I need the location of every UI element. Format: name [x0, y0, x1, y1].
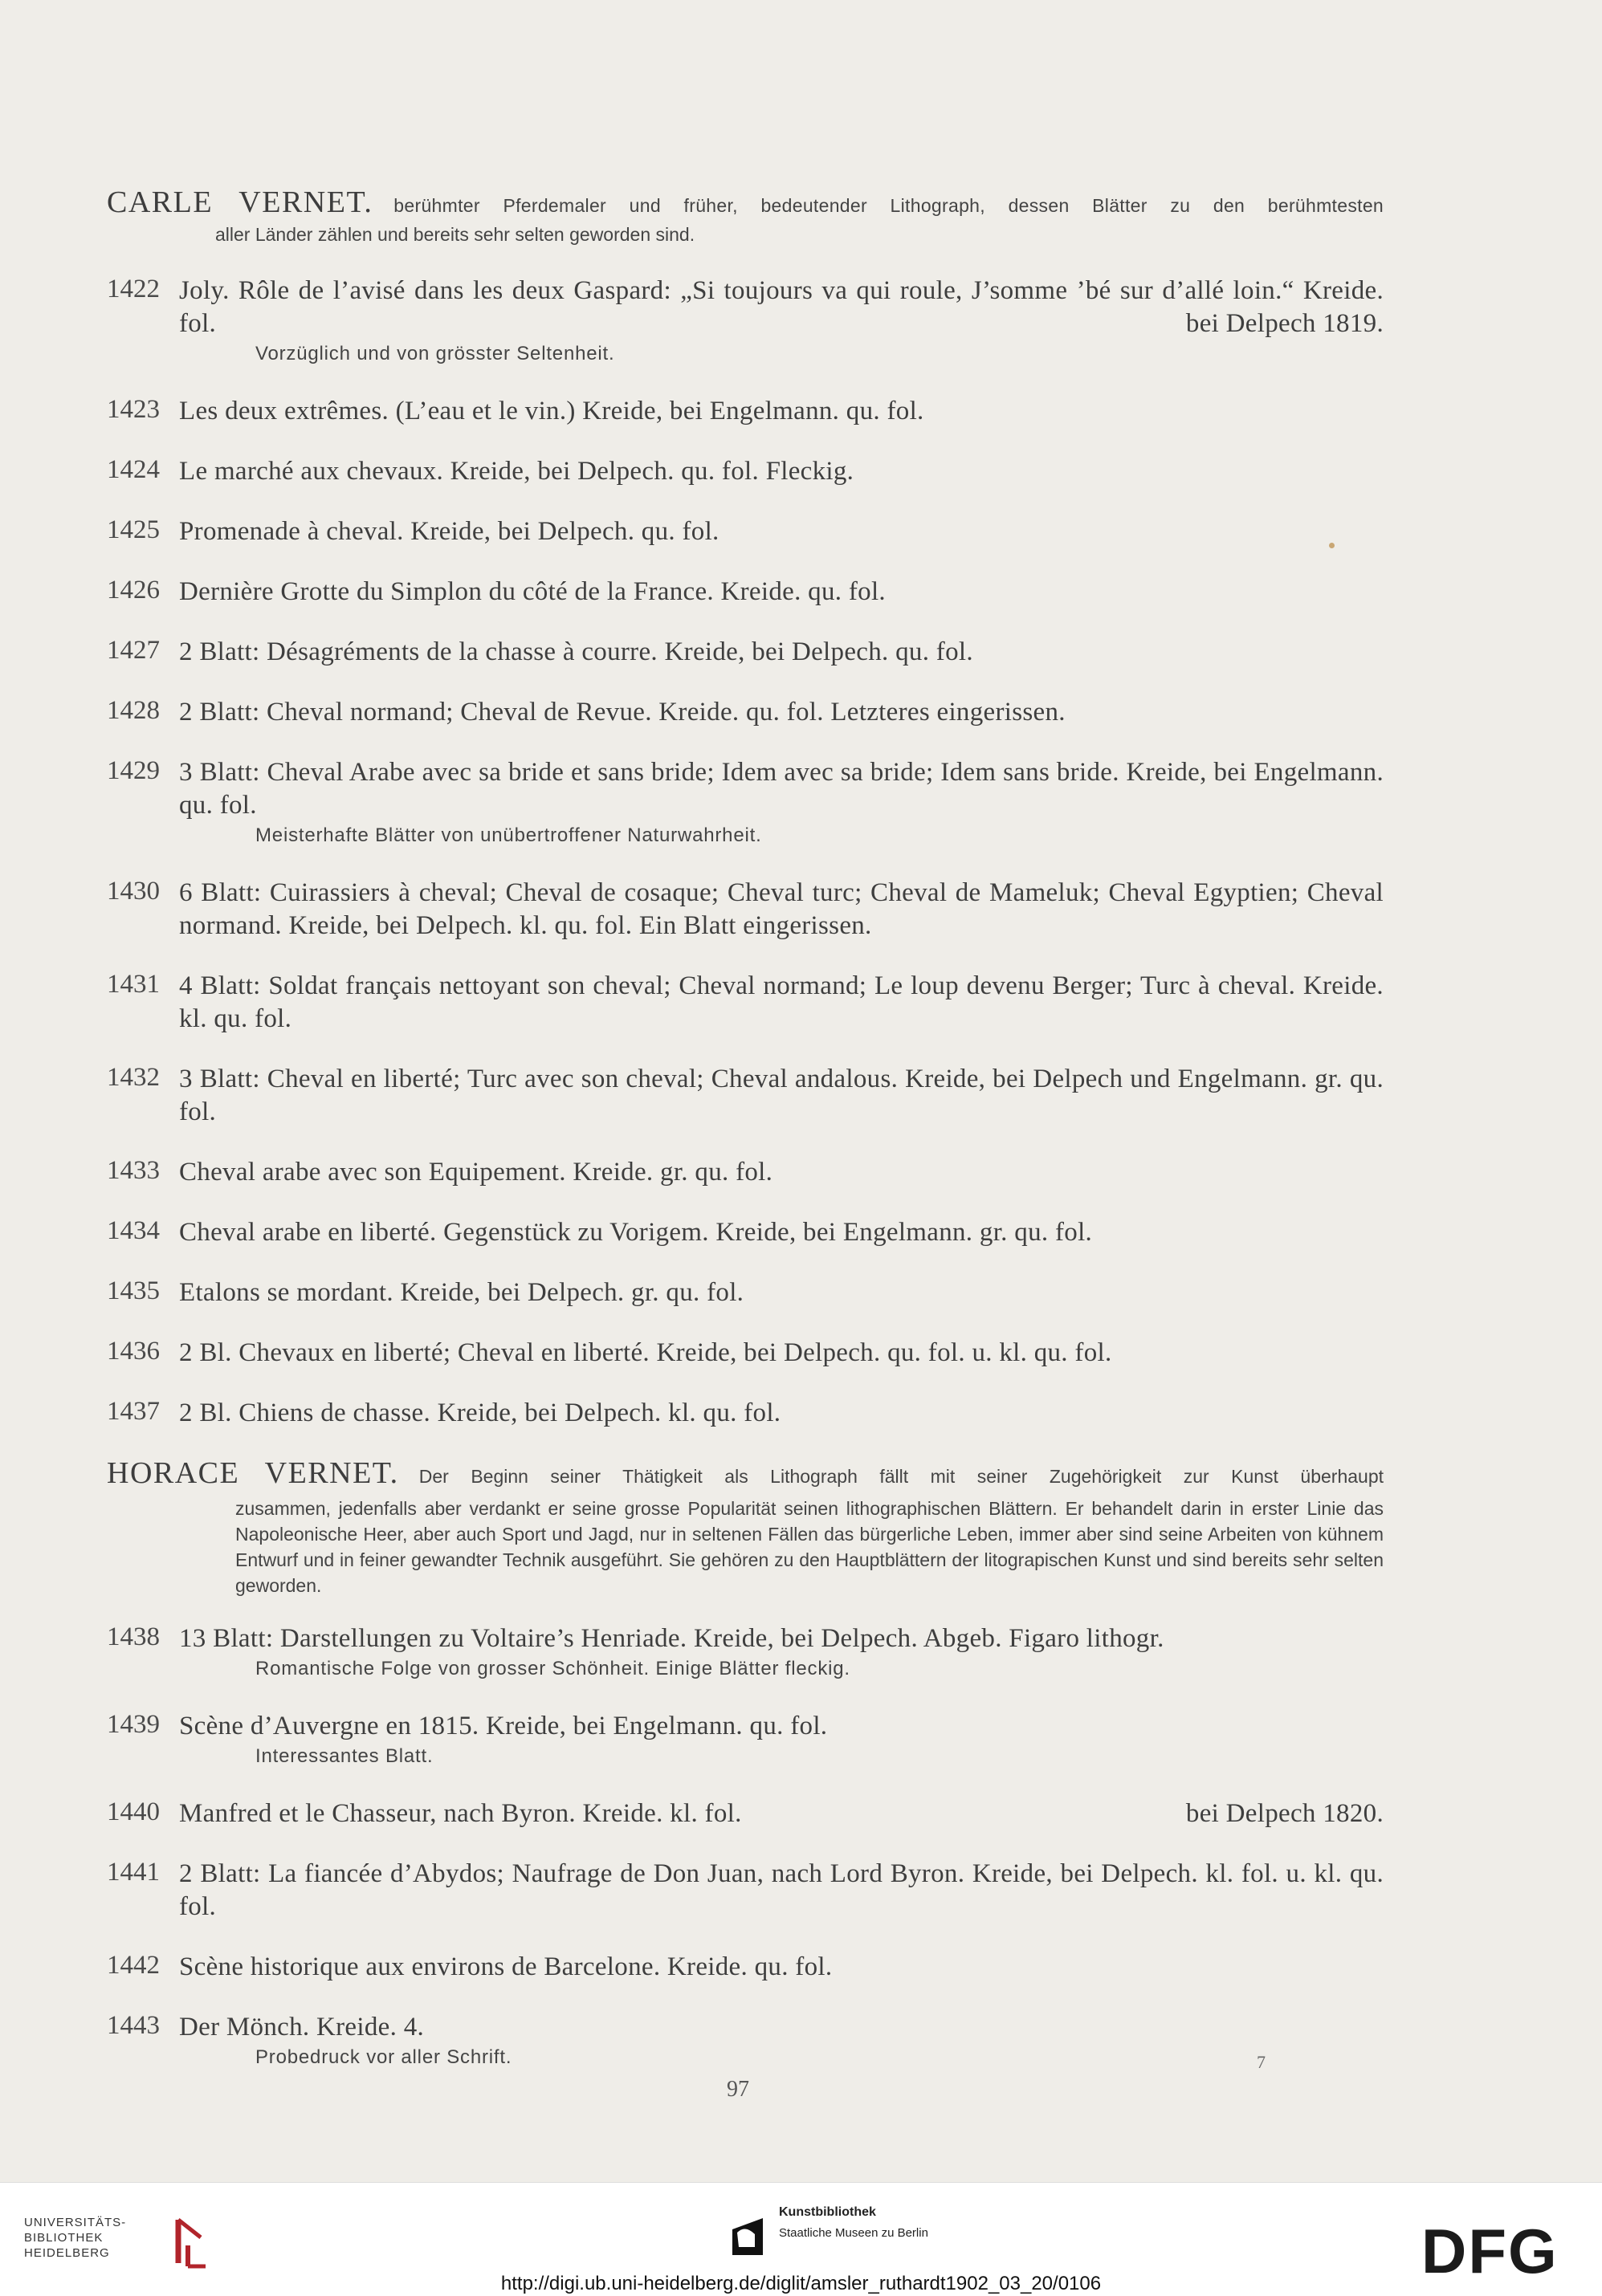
entry-description: 2 Bl. Chevaux en liberté; Cheval en liberté. Kreide, bei Delpech. qu. fol. u. kl. qu. fol. [179, 1338, 1112, 1367]
entry-text [179, 1622, 1384, 1655]
sheet-mark: 7 [1257, 2052, 1266, 2072]
catalog-entry [107, 696, 1384, 729]
entry-description: 2 Bl. Chiens de chasse. Kreide, bei Delpech. kl. qu. fol. [179, 1398, 781, 1427]
entry-list [107, 275, 1384, 1430]
catalog-entry [107, 1858, 1384, 1924]
entry-text [179, 1156, 1384, 1189]
entry-description: 3 Blatt: Cheval Arabe avec sa bride et sans bride; Idem avec sa bride; Idem sans bride. Kreide, bei Engelmann. qu. fol. [179, 758, 1384, 820]
entry-number: 1438 [107, 1622, 160, 1651]
entry-number: 1431 [107, 970, 160, 999]
catalog-entry [107, 576, 1384, 609]
catalog-entry [107, 2011, 1384, 2071]
catalog-entry [107, 877, 1384, 942]
entry-text [179, 455, 1384, 488]
entry-text [179, 1797, 1384, 1830]
artist-name: CARLE VERNET. [107, 185, 373, 219]
entry-text [179, 877, 1384, 942]
kunstbibliothek-title: Kunstbibliothek [779, 2205, 876, 2219]
entry-number: 1443 [107, 2011, 160, 2040]
catalog-entry [107, 1216, 1384, 1249]
catalog-entry [107, 395, 1384, 428]
entry-description: Dernière Grotte du Simplon du côté de la France. Kreide. qu. fol. [179, 577, 886, 606]
entry-text [179, 1216, 1384, 1249]
artist-description: berühmter Pferdemaler und früher, bedeutender Lithograph, dessen Blätter zu den berühmtesten [393, 195, 1384, 216]
catalog-entry [107, 970, 1384, 1036]
entry-text [179, 1710, 1384, 1743]
entry-number: 1426 [107, 576, 160, 605]
ub-logo-line1: UNIVERSITÄTS- [24, 2216, 127, 2229]
ub-emblem-icon [154, 2213, 210, 2270]
entry-number: 1437 [107, 1397, 160, 1426]
entry-number: 1422 [107, 275, 160, 303]
entry-text [179, 696, 1384, 729]
entry-description: Der Mönch. Kreide. 4. [179, 2013, 425, 2042]
ub-logo-line2: BIBLIOTHEK [24, 2231, 104, 2245]
entry-text [179, 2011, 1384, 2044]
entry-number: 1434 [107, 1216, 160, 1245]
catalog-entry [107, 1276, 1384, 1309]
ub-logo-line3: HEIDELBERG [24, 2246, 110, 2260]
entry-note: Interessantes Blatt. [255, 1745, 434, 1767]
entry-number: 1436 [107, 1337, 160, 1366]
section-horace-vernet [107, 1457, 1384, 1598]
kunstbibliothek-emblem-icon [731, 2202, 764, 2258]
entry-note: Romantische Folge von grosser Schönheit. Einige Blätter fleckig. [255, 1658, 850, 1679]
entry-description: Promenade à cheval. Kreide, bei Delpech. qu. fol. [179, 517, 719, 546]
entry-description: 3 Blatt: Cheval en liberté; Turc avec son cheval; Cheval andalous. Kreide, bei Delpech und Engelmann. gr. qu. fol. [179, 1065, 1384, 1126]
entry-list [107, 1622, 1384, 2071]
entry-note: Probedruck vor aller Schrift. [255, 2046, 512, 2068]
catalog-entry [107, 1797, 1384, 1830]
catalog-entry [107, 1337, 1384, 1370]
permalink-url[interactable]: http://digi.ub.uni-heidelberg.de/diglit/amsler_ruthardt1902_03_20/0106 [500, 2273, 1102, 2294]
entry-number: 1430 [107, 877, 160, 906]
entry-description: Les deux extrêmes. (L’eau et le vin.) Kreide, bei Engelmann. qu. fol. [179, 397, 924, 425]
entry-description: Cheval arabe avec son Equipement. Kreide. gr. qu. fol. [179, 1158, 773, 1187]
entry-number: 1441 [107, 1858, 160, 1887]
entry-note: Vorzüglich und von grösster Seltenheit. [255, 343, 615, 364]
entry-text [179, 1858, 1384, 1924]
footer-bar [0, 2182, 1602, 2296]
entry-description: 2 Blatt: La fiancée d’Abydos; Naufrage de Don Juan, nach Lord Byron. Kreide, bei Delpech. kl. fol. u. kl. qu. fol. [179, 1859, 1384, 1921]
entry-description: Scène historique aux environs de Barcelone. Kreide. qu. fol. [179, 1952, 833, 1981]
entry-publisher-date: bei Delpech 1820. [1185, 1799, 1384, 1828]
entry-publisher-date: bei Delpech 1819. [1185, 309, 1384, 338]
entry-number: 1423 [107, 395, 160, 424]
entry-text [179, 1951, 1384, 1984]
kunstbibliothek-logo[interactable] [731, 2202, 988, 2266]
entry-number: 1435 [107, 1276, 160, 1305]
entry-text [179, 970, 1384, 1036]
entry-number: 1442 [107, 1951, 160, 1980]
catalog-entry [107, 515, 1384, 548]
catalog-entry [107, 455, 1384, 488]
entry-description: Joly. Rôle de l’avisé dans les deux Gaspard: „Si toujours va qui roule, J’somme ’bé sur d’allé loin.“ Kreide. fol. [179, 276, 1384, 338]
catalog-content [107, 185, 1384, 2099]
entry-description: Le marché aux chevaux. Kreide, bei Delpech. qu. fol. Fleckig. [179, 457, 854, 486]
entry-text [179, 395, 1384, 428]
section-carle-vernet [107, 185, 1384, 247]
catalog-entry [107, 756, 1384, 849]
entry-text [179, 756, 1384, 822]
entry-number: 1429 [107, 756, 160, 785]
entry-description: 2 Blatt: Cheval normand; Cheval de Revue. Kreide. qu. fol. Letzteres eingerissen. [179, 698, 1066, 727]
entry-number: 1427 [107, 636, 160, 665]
catalog-entry [107, 1951, 1384, 1984]
artist-description-cont: aller Länder zählen und bereits sehr selten geworden sind. [215, 224, 695, 245]
entry-description: 4 Blatt: Soldat français nettoyant son cheval; Cheval normand; Le loup devenu Berger; Turc à cheval. Kreide. kl. qu. fol. [179, 971, 1384, 1033]
catalog-entry [107, 1063, 1384, 1129]
entry-number: 1424 [107, 455, 160, 484]
entry-note: Meisterhafte Blätter von unübertroffener Naturwahrheit. [255, 824, 762, 846]
catalog-entry [107, 1397, 1384, 1430]
artist-description: Der Beginn seiner Thätigkeit als Lithograph fällt mit seiner Zugehörigkeit zur Kunst überhaupt [418, 1466, 1384, 1487]
entry-text [179, 515, 1384, 548]
kunstbibliothek-subtitle: Staatliche Museen zu Berlin [779, 2226, 928, 2240]
artist-name: HORACE VERNET. [107, 1456, 399, 1490]
entry-number: 1439 [107, 1710, 160, 1739]
catalog-entry [107, 636, 1384, 669]
entry-text [179, 275, 1384, 340]
entry-text [179, 1063, 1384, 1129]
dfg-logo[interactable]: DFG [1421, 2216, 1559, 2286]
entry-number: 1433 [107, 1156, 160, 1185]
entry-text [179, 1337, 1384, 1370]
ub-heidelberg-logo[interactable] [24, 2215, 217, 2279]
entry-number: 1428 [107, 696, 160, 725]
entry-description: 2 Blatt: Désagréments de la chasse à courre. Kreide, bei Delpech. qu. fol. [179, 637, 973, 666]
entry-description: Cheval arabe en liberté. Gegenstück zu Vorigem. Kreide, bei Engelmann. gr. qu. fol. [179, 1218, 1093, 1247]
catalog-entry [107, 1622, 1384, 1683]
entry-text [179, 1276, 1384, 1309]
entry-number: 1425 [107, 515, 160, 544]
entry-description: Scène d’Auvergne en 1815. Kreide, bei Engelmann. qu. fol. [179, 1712, 828, 1740]
entry-number: 1440 [107, 1797, 160, 1826]
entry-description: 13 Blatt: Darstellungen zu Voltaire’s Henriade. Kreide, bei Delpech. Abgeb. Figaro lithogr. [179, 1624, 1164, 1653]
entry-description: 6 Blatt: Cuirassiers à cheval; Cheval de cosaque; Cheval turc; Cheval de Mameluk; Cheval Egyptien; Cheval normand. Kreide, bei Delpech. kl. qu. fol. Ein Blatt eingerissen. [179, 878, 1384, 940]
catalog-entry [107, 1156, 1384, 1189]
entry-text [179, 576, 1384, 609]
entry-number: 1432 [107, 1063, 160, 1092]
entry-text [179, 1397, 1384, 1430]
page-number: 97 [727, 2077, 749, 2102]
entry-text [179, 636, 1384, 669]
entry-description: Etalons se mordant. Kreide, bei Delpech. gr. qu. fol. [179, 1278, 744, 1307]
entry-description: Manfred et le Chasseur, nach Byron. Kreide. kl. fol. [179, 1799, 742, 1828]
catalog-entry [107, 275, 1384, 368]
catalog-entry [107, 1710, 1384, 1770]
artist-description-cont: zusammen, jedenfalls aber verdankt er seine grosse Popularität seinen lithographischen Blättern. Er behandelt darin in erster Linie das Napoleonische Heer, aber auch Sport und Jagd, nur in seltenen Fällen das bürgerliche Leben, immer aber sind seine Arbeiten von kühnem Entwurf und in feiner gewandter Technik ausgeführt. Sie gehören zu den Hauptblättern der litograpischen Kunst und sind bereits sehr selten geworden. [235, 1498, 1384, 1596]
